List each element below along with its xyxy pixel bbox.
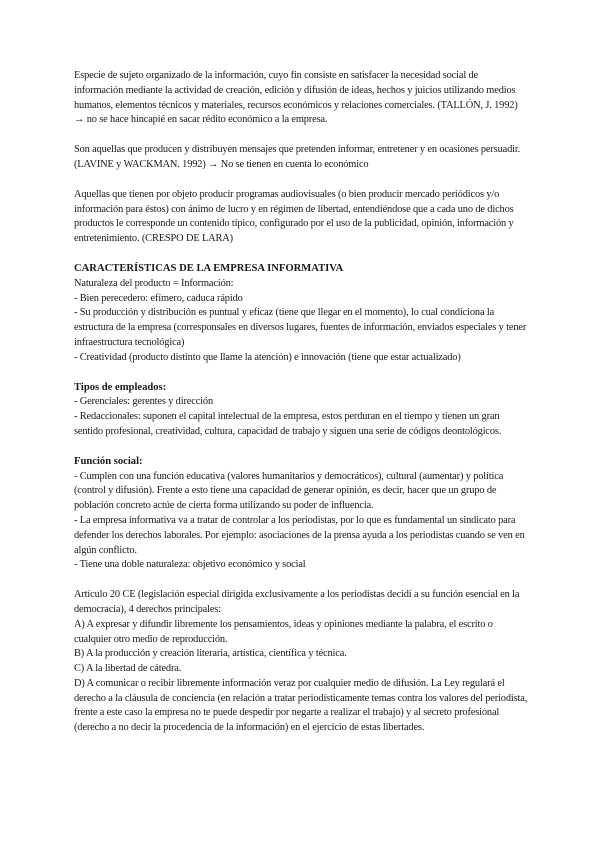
caracteristicas-line: - Creatividad (producto distinto que llame la atención) e innovación (tiene que estar actualizado) [74,351,461,363]
section-heading-caracteristicas: CARACTERÍSTICAS DE LA EMPRESA INFORMATIVA [74,262,344,274]
caracteristicas-line: - Su producción y distribución es puntual y eficaz (tiene que llegar en el momento), lo cual condiciona la estructura de la empresa (corresponsales en diversos lugares, fuentes de información, enviados especiales y tener infraestructura tecnológica) [74,307,527,348]
caracteristicas-line: - Bien perecedero: efímero, caduca rápido [74,292,243,304]
articulo-line: D) A comunicar o recibir libremente información veraz por cualquier medio de difusión. La Ley regulará el derecho a la cláusula de conciencia (en relación a tratar periodísticamente temas contra los valores del periodista, frente a este caso la empresa no te puede despedir por negarte a realizar el trabajo) y al secreto profesional (derecho a no decir la procedencia de la información) en el ejercicio de estas libertades. [74,677,528,734]
definition-paragraph-crespo: Aquellas que tienen por objeto producir programas audiovisuales (o bien producir mercado periódicos y/o información para éstos) con ánimo de lucro y en régimen de libertad, entendiéndose que a cada uno de dichos productos le corresponde un contenido típico, configurado por el uso de la publicidad, opinión, información y entretenimiento. (CRESPO DE LARA) [74,188,514,245]
caracteristicas-line: Naturaleza del producto = Información: [74,277,234,289]
articulo-line: C) A la libertad de cátedra. [74,663,182,675]
funcion-line: - Tiene una doble naturaleza: objetivo económico y social [74,559,306,571]
section-heading-funcion-social: Función social: [74,455,143,467]
definition-paragraph-lavine: Son aquellas que producen y distribuyen mensajes que pretenden informar, entretener y en ocasiones persuadir. (LAVINE y WACKMAN. 1992) → No se tienen en cuenta lo económico [74,144,521,170]
funcion-line: - La empresa informativa va a tratar de controlar a los periodistas, por lo que es fundamental un sindicato para defender los derechos laborales. Por ejemplo: asociaciones de la prensa ayuda a los periodistas cuando se ven en algún conflicto. [74,514,525,556]
funcion-line: - Cumplen con una función educativa (valores humanitarios y democráticos), cultural (aumentar) y política (control y difusión). Frente a esto tiene una capacidad de generar opinión, es decir, hacer que un grupo de población concreto actúe de cierta forma utilizando su poder de influencia. [74,470,504,512]
empleados-line: - Gerenciales: gerentes y dirección [74,396,213,408]
empleados-line: - Redaccionales: suponen el capital intelectual de la empresa, estos perduran en el tiempo y tienen un gran sentido profesional, creatividad, cultura, capacidad de trabajo y siguen una serie de códigos deontológicos. [74,411,502,437]
articulo-line: A) A expresar y difundir libremente los pensamientos, ideas y opiniones mediante la palabra, el escrito o cualquier otro medio de reproducción. [74,618,493,645]
articulo-line: Artículo 20 CE (legislación especial dirigida exclusivamente a los periodistas decidí a su función esencial en la democracia), 4 derechos principales: [74,589,520,615]
document-page [74,69,529,736]
section-heading-empleados: Tipos de empleados: [74,381,167,393]
definition-paragraph-tallon: Especie de sujeto organizado de la información, cuyo fin consiste en satisfacer la necesidad social de información mediante la actividad de creación, edición y difusión de ideas, hechos y juicios utilizando medios humanos, elementos técnicos y materiales, recursos económicos y relaciones comerciales. (TALLÓN, J. 1992) → no se hace hincapié en sacar rédito económico a la empresa. [74,70,518,126]
articulo-line: B) A la producción y creación literaria, artística, científica y técnica. [74,648,347,660]
